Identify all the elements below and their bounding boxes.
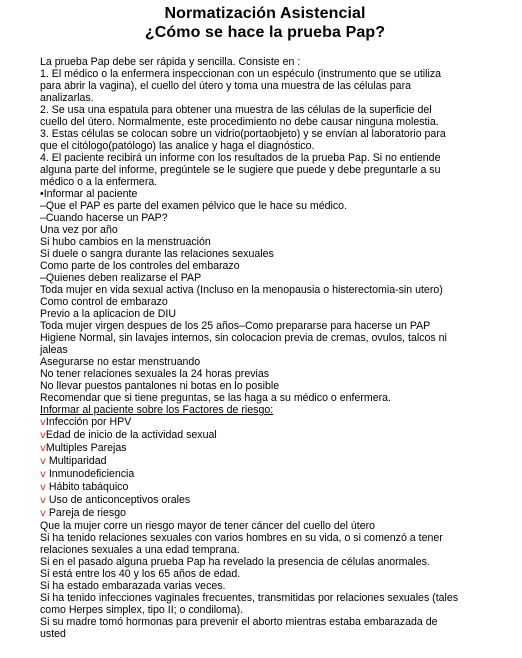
closing-line: Si ha tenido infecciones vaginales frecuentes, transmitidas por relaciones sexuales (tales bbox=[40, 592, 459, 604]
section-heading: •Informar al paciente bbox=[40, 188, 138, 200]
step-4-line: alguna parte del informe, pregúntele se le sugiere que puede y debe preguntarle a su bbox=[40, 164, 441, 176]
step-4-line: médico o a la enfermera. bbox=[40, 176, 158, 188]
bullet-v-icon: v bbox=[40, 482, 46, 493]
info-line: Como parte de los controles del embarazo bbox=[40, 260, 240, 272]
info-line: Si duele o sangra durante las relaciones sexuales bbox=[40, 248, 274, 260]
closing-line: Si ha estado embarazada varias veces. bbox=[40, 580, 226, 592]
bullet-v-icon: v bbox=[40, 443, 46, 454]
page-title: Normatización Asistencial bbox=[164, 5, 366, 22]
bullet-v-icon: v bbox=[40, 508, 46, 519]
step-3-line: 3. Estas células se colocan sobre un vidrio(portaobjeto) y se envían al laboratorio para bbox=[40, 128, 446, 140]
risk-factor-item: v Inmunodeficiencia bbox=[40, 468, 135, 480]
risk-factor-item: v Pareja de riesgo bbox=[40, 507, 127, 519]
intro-line: La prueba Pap debe ser rápida y sencilla. Consiste en : bbox=[40, 56, 301, 68]
closing-line: Si está entre los 40 y los 65 años de edad. bbox=[40, 568, 241, 580]
closing-line: Que la mujer corre un riesgo mayor de tener cáncer del cuello del útero bbox=[40, 520, 376, 532]
info-line: Como control de embarazo bbox=[40, 296, 168, 308]
risk-factor-item: vEdad de inicio de la actividad sexual bbox=[40, 429, 217, 441]
risk-factors-heading: Informar al paciente sobre los Factores de riesgo: bbox=[40, 404, 274, 416]
risk-factor-item: vInfección por HPV bbox=[40, 416, 132, 428]
risk-factor-item: v Hábito tabáquico bbox=[40, 481, 129, 493]
info-line: Recomendar que si tiene preguntas, se las haga a su médico o enfermera. bbox=[40, 392, 391, 404]
bullet-v-icon: v bbox=[40, 495, 46, 506]
info-line: No tener relaciones sexuales la 24 horas previas bbox=[40, 368, 270, 380]
step-1-line: analizarlas. bbox=[40, 92, 94, 104]
info-line: –Cuando hacerse un PAP? bbox=[40, 212, 168, 224]
step-1-line: 1. El médico o la enfermera inspeccionan con un espéculo (instrumento que se utiliza bbox=[40, 68, 442, 80]
closing-line: como Herpes simplex, tipo II; o condiloma). bbox=[40, 604, 244, 616]
closing-line: usted bbox=[40, 628, 66, 640]
info-line: Toda mujer en vida sexual activa (Incluso en la menopausia o histerectomia-sin utero) bbox=[40, 284, 443, 296]
info-line: Toda mujer virgen despues de los 25 años–Como prepararse para hacerse un PAP bbox=[40, 320, 431, 332]
risk-factor-item: vMultiples Parejas bbox=[40, 442, 127, 454]
info-line: Si hubo cambios en la menstruación bbox=[40, 236, 211, 248]
step-2-line: 2. Se usa una espatula para obtener una muestra de las células de la superficie del bbox=[40, 104, 432, 116]
info-line: Previo a la aplicacion de DIU bbox=[40, 308, 177, 320]
bullet-v-icon: v bbox=[40, 469, 46, 480]
info-line: –Quienes deben realizarse el PAP bbox=[40, 272, 202, 284]
closing-line: Si ha tenido relaciones sexuales con varios hombres en su vida, o si comenzó a tener bbox=[40, 532, 443, 544]
closing-line: Si en el pasado alguna prueba Pap ha revelado la presencia de células anormales. bbox=[40, 556, 430, 568]
step-1-line: para abrir la vagina), el cuello del útero y toma una muestra de las células para bbox=[40, 80, 411, 92]
info-line: jaleas bbox=[40, 344, 68, 356]
step-4-line: 4. El paciente recibirá un informe con los resultados de la prueba Pap. Si no entiende bbox=[40, 152, 441, 164]
info-line: Una vez por año bbox=[40, 224, 118, 236]
info-line: No llevar puestos pantalones ni botas en lo posible bbox=[40, 380, 280, 392]
risk-factor-item: v Uso de anticonceptivos orales bbox=[40, 494, 191, 506]
risk-factor-item: v Multiparidad bbox=[40, 455, 107, 467]
bullet-v-icon: v bbox=[40, 456, 46, 467]
closing-line: Si su madre tomó hormonas para prevenir el aborto mientras estaba embarazada de bbox=[40, 616, 438, 628]
bullet-v-icon: v bbox=[40, 430, 46, 441]
step-3-line: que el citólogo(patólogo) las analice y haga el diagnóstico. bbox=[40, 140, 315, 152]
bullet-v-icon: v bbox=[40, 417, 46, 428]
page-subtitle: ¿Cómo se hace la prueba Pap? bbox=[144, 24, 386, 41]
document-body bbox=[40, 56, 510, 640]
info-line: Higiene Normal, sin lavajes internos, sin colocacion previa de cremas, ovulos, talcos ni bbox=[40, 332, 447, 344]
closing-line: relaciones sexuales a una edad temprana. bbox=[40, 544, 240, 556]
step-2-line: cuello del útero. Normalmente, este procedimiento no debe causar ninguna molestia. bbox=[40, 116, 439, 128]
info-line: –Que el PAP es parte del examen pélvico que le hace su médico. bbox=[40, 200, 348, 212]
info-line: Asegurarse no estar menstruando bbox=[40, 356, 201, 368]
